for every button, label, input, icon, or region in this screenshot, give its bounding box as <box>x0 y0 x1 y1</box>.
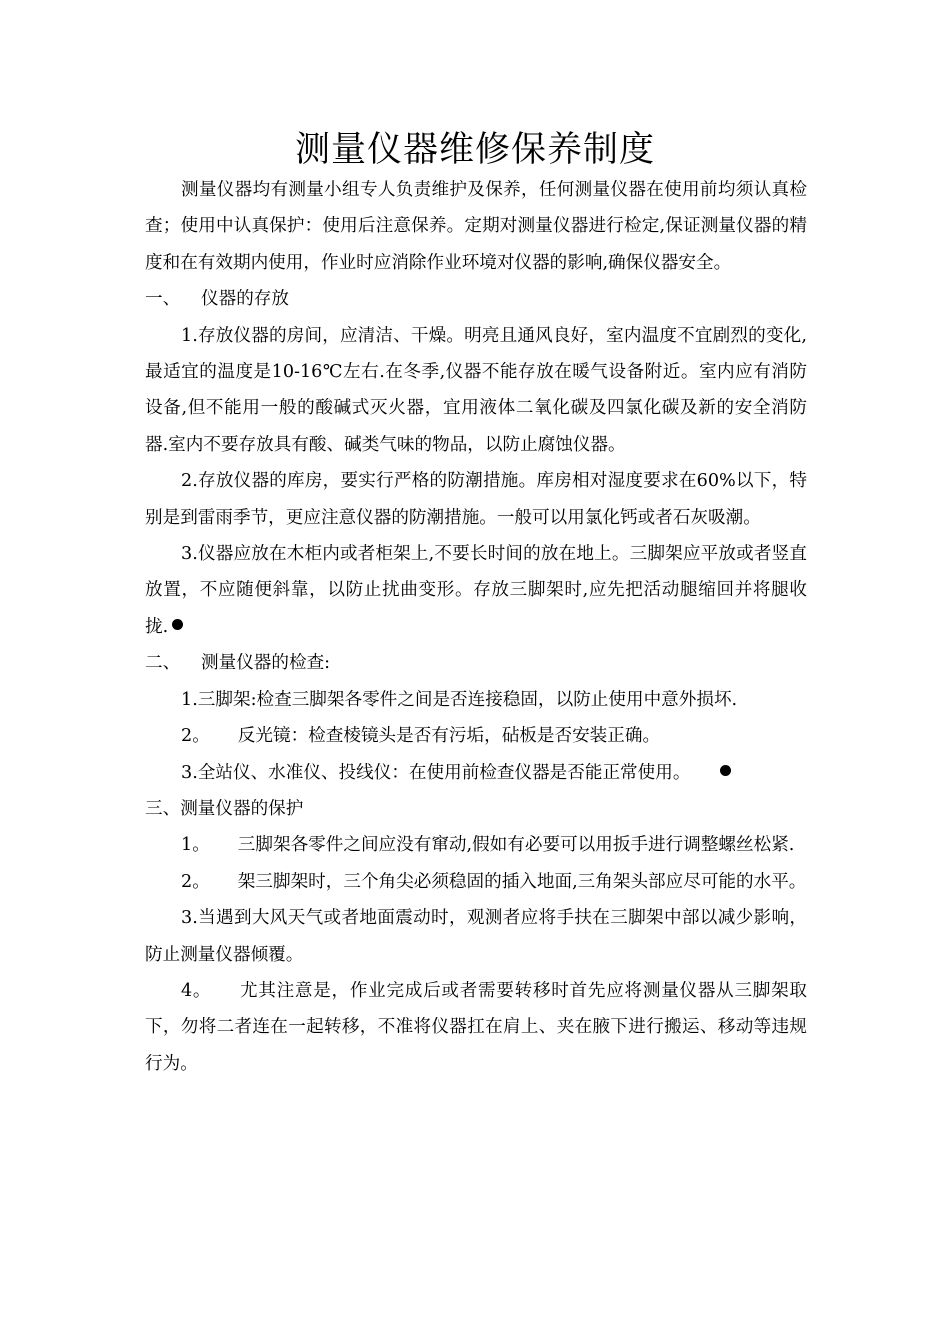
section-number: 一、 <box>145 289 181 310</box>
item-text: 三脚架:检查三脚架各零件之间是否连接稳固，以防止使用中意外损坏. <box>197 689 738 710</box>
item-text: 反光镜：检查棱镜头是否有污垢，砧板是否安装正确。 <box>237 726 661 747</box>
section-title: 测量仪器的检查: <box>201 653 331 674</box>
item-number: 1。 <box>181 835 210 856</box>
item-number: 3. <box>181 908 198 929</box>
intro-paragraph: 测量仪器均有测量小组专人负责维护及保养，任何测量仪器在使用前均须认真检查；使用中认真保护：使用后注意保养。定期对测量仪器进行检定,保证测量仪器的精度和在有效期内使用，作业时应消除作业环境对仪器的影响,确保仪器安全。 <box>145 180 807 273</box>
item-number: 1. <box>181 689 198 710</box>
item-number: 3. <box>181 762 198 783</box>
item-number: 4。 <box>181 980 212 1001</box>
list-item <box>145 973 807 1082</box>
list-item <box>145 318 807 464</box>
bullet-mark-icon <box>172 619 183 630</box>
list-item <box>145 755 807 791</box>
item-number: 2. <box>181 471 198 492</box>
list-item <box>145 827 807 863</box>
list-item <box>145 900 807 973</box>
item-text: 存放仪器的房间，应清洁、干燥。明亮且通风良好，室内温度不宜剧烈的变化,最适宜的温度是10-16℃左右.在冬季,仪器不能存放在暖气设备附近。室内应有消防设备,但不能用一般的酸碱式灭火器，宜用液体二氧化碳及四氯化碳及新的安全消防器.室内不要存放具有酸、碱类气味的物品，以防止腐蚀仪器。 <box>145 325 807 455</box>
item-number: 2。 <box>181 871 210 892</box>
item-text: 尤其注意是，作业完成后或者需要转移时首先应将测量仪器从三脚架取下，勿将二者连在一起转移，不准将仪器扛在肩上、夹在腋下进行搬运、移动等违规行为。 <box>145 980 807 1074</box>
list-item <box>145 463 807 536</box>
item-number: 1. <box>181 325 198 346</box>
section-heading-3 <box>145 791 807 827</box>
section-heading-2 <box>145 645 807 681</box>
section-heading-1 <box>145 281 807 317</box>
item-text: 三脚架各零件之间应没有窜动,假如有必要可以用扳手进行调整螺丝松紧. <box>237 835 795 856</box>
section-title: 仪器的存放 <box>201 289 289 310</box>
document-title: 测量仪器维修保养制度 <box>294 130 655 170</box>
item-number: 3. <box>181 544 198 565</box>
bullet-mark-icon <box>720 765 731 776</box>
document-body <box>145 172 807 1082</box>
list-item <box>145 682 807 718</box>
item-text: 仪器应放在木柜内或者柜架上,不要长时间的放在地上。三脚架应平放或者竖直放置，不应随便斜靠，以防止扰曲变形。存放三脚架时,应先把活动腿缩回并将腿收拢. <box>145 544 807 637</box>
item-text: 存放仪器的库房，要实行严格的防潮措施。库房相对湿度要求在60%以下，特别是到雷雨季节，更应注意仪器的防潮措施。一般可以用氯化钙或者石灰吸潮。 <box>145 471 807 528</box>
section-number: 二、 <box>145 653 181 674</box>
section-title: 测量仪器的保护 <box>180 798 304 819</box>
item-text: 当遇到大风天气或者地面震动时，观测者应将手扶在三脚架中部以减少影响，防止测量仪器倾覆。 <box>145 908 807 965</box>
item-text: 全站仪、水准仪、投线仪：在使用前检查仪器是否能正常使用。 <box>197 762 691 783</box>
list-item <box>145 718 807 754</box>
item-number: 2。 <box>181 726 210 747</box>
list-item <box>145 536 807 645</box>
item-text: 架三脚架时，三个角尖必须稳固的插入地面,三角架头部应尽可能的水平。 <box>237 871 807 892</box>
list-item <box>145 864 807 900</box>
section-number: 三、 <box>145 798 181 819</box>
